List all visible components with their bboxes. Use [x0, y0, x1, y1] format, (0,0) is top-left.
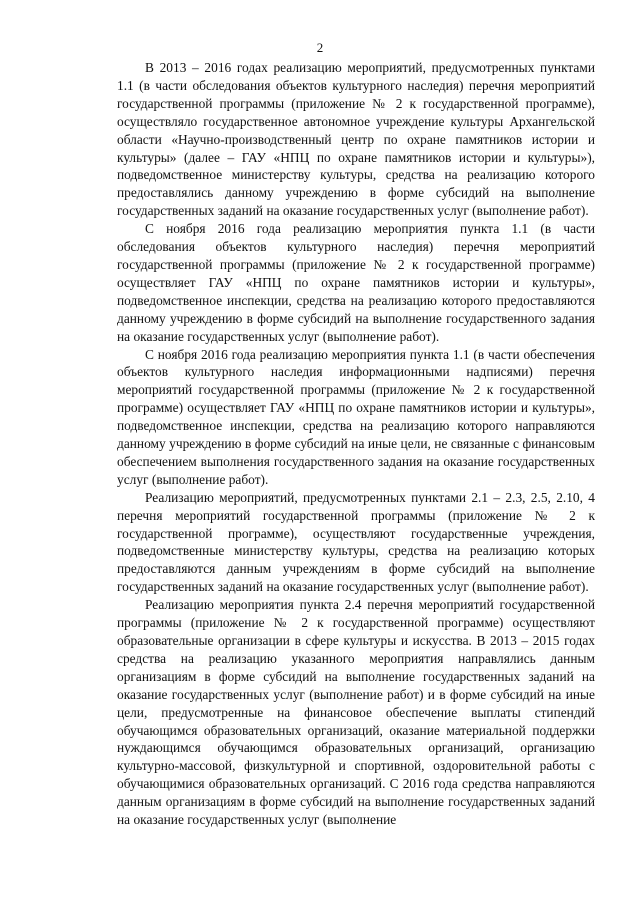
document-body — [117, 59, 595, 829]
paragraph-1: В 2013 – 2016 годах реализацию мероприятий, предусмотренных пунктами 1.1 (в части обследования объектов культурного наследия) перечня мероприятий государственной программы (приложение № 2 к государственной программе), осуществляло государственное автономное учреждение культуры Архангельской области «Научно-производственный центр по охране памятников истории и культуры» (далее – ГАУ «НПЦ по охране памятников истории и культуры»), подведомственное министерству культуры, средства на реализацию которого предоставлялись данному учреждению в форме субсидий на выполнение государственных заданий на оказание государственных услуг (выполнение работ). — [117, 60, 595, 219]
paragraph-4: Реализацию мероприятий, предусмотренных пунктами 2.1 – 2.3, 2.5, 2.10, 4 перечня мероприятий государственной программы (приложение № 2 к государственной программе), осуществляют государственные учреждения, подведомственные министерству культуры, средства на реализацию которых предоставляются данным учреждениям в форме субсидий на выполнение государственных заданий на оказание государственных услуг (выполнение работ). — [117, 489, 595, 595]
paragraph-3: С ноября 2016 года реализацию мероприятия пункта 1.1 (в части обеспечения объектов культурного наследия информационными надписями) перечня мероприятий государственной программы (приложение № 2 к государственной программе) осуществляет ГАУ «НПЦ по охране памятников истории и культуры», подведомственное инспекции, средства на реализацию которого направляются данному учреждению в форме субсидий на иные цели, не связанные с финансовым обеспечением выполнения государственного задания на оказание государственных услуг (выполнение работ). — [117, 346, 595, 487]
paragraph-5: Реализацию мероприятия пункта 2.4 перечня мероприятий государственной программы (приложение № 2 к государственной программе) осуществляют образовательные организации в сфере культуры и искусства. В 2013 – 2015 годах средства на реализацию указанного мероприятия направлялись данным организациям в форме субсидий на выполнение государственных заданий на оказание государственных услуг (выполнение работ) и в форме субсидий на иные цели, предусмотренные на финансовое обеспечение выплаты стипендий обучающимся образовательных организаций, оказание материальной поддержки нуждающимся обучающимся образовательных организаций, организацию культурно-массовой, физкультурной и спортивной, оздоровительной работы с обучающимися образовательных организаций. С 2016 года средства направляются данным организациям в форме субсидий на выполнение государственных заданий на оказание государственных услуг (выполнение — [117, 597, 595, 828]
page-number: 2 — [316, 40, 324, 55]
paragraph-2: С ноября 2016 года реализацию мероприятия пункта 1.1 (в части обследования объектов культурного наследия) перечня мероприятий государственной программы (приложение № 2 к государственной программе) осуществляет ГАУ «НПЦ по охране памятников истории и культуры», подведомственное инспекции, средства на реализацию которого предоставляются данному учреждению в форме субсидий на выполнение государственного задания на оказание государственных услуг (выполнение работ). — [117, 221, 595, 344]
